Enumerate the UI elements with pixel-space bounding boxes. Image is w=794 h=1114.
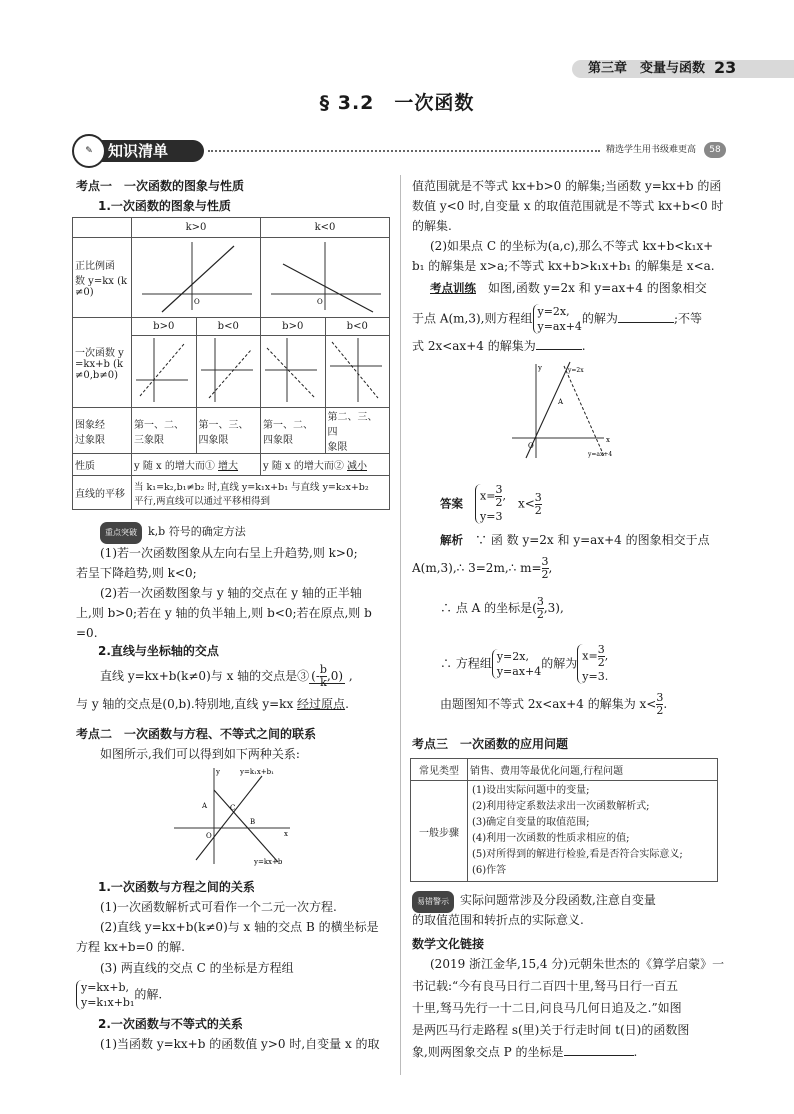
property-kpos: y 随 x 的增大而① 增大 xyxy=(132,454,261,476)
yaxis-line: 与 y 轴的交点是(0,b).特别地,直线 y=kx 经过原点. xyxy=(76,697,349,711)
shift-label: 直线的平移 xyxy=(73,476,132,510)
kp2-line: 方程 kx+b=0 的解. xyxy=(76,940,185,954)
column-divider xyxy=(400,175,401,1075)
axis-label: y xyxy=(538,364,542,372)
tip1-heading: 重点突破 k,b 符号的确定方法 xyxy=(100,522,246,544)
cont-line: 的解集. xyxy=(412,219,452,233)
row-linear-label: 一次函数 y =kx+b (k ≠0,b≠0) xyxy=(73,318,132,408)
kp1-title: 考点一 一次函数的图象与性质 xyxy=(76,179,245,193)
line-label: y=ax+4 xyxy=(588,451,613,458)
tip1-line: (2)若一次函数图象与 y 轴的交点在 y 轴的正半轴 xyxy=(100,586,362,600)
b-head: b<0 xyxy=(196,318,261,336)
linear-graph-4 xyxy=(328,336,384,404)
tip2-line1: 易错警示 实际问题常涉及分段函数,注意自变量 xyxy=(412,890,656,913)
point-label: O xyxy=(528,442,534,450)
kp2-sub1: 1.一次函数与方程之间的关系 xyxy=(98,880,255,894)
chapter-label: 第三章 变量与函数 xyxy=(588,61,706,76)
linear-graph-2 xyxy=(199,336,255,404)
analysis-line4: ∴ 方程组 y=2x, y=ax+4 的解为 x= $\frac{3}{2}$ , y=3. xyxy=(440,643,609,683)
cont-line: 数值 y<0 时,自变量 x 的取值范围就是不等式 kx+b<0 时 xyxy=(412,199,724,213)
intersection-graph xyxy=(170,764,296,868)
quadrant-label: 图象经 过象限 xyxy=(73,408,132,454)
svg-text:O: O xyxy=(317,298,323,306)
header-k-negative: k<0 xyxy=(261,218,390,238)
row-proportional-label: 正比例函 数 y=kx (k ≠0) xyxy=(73,238,132,318)
line-label: y=k₁x+b₁ xyxy=(240,768,274,776)
analysis-line5: 由题图知不等式 2x<ax+4 的解集为 x< $\frac{3}{2}$ . xyxy=(440,691,668,717)
answer-line: 答案 x= $\frac{3}{2}$ , y=3 x< $\frac{3}{2}$ xyxy=(440,483,542,523)
quadrant-cell: 第二、三、四 象限 xyxy=(325,408,390,454)
point-label: B xyxy=(250,818,256,826)
kp1-sub2: 2.直线与坐标轴的交点 xyxy=(98,644,219,658)
application-table xyxy=(410,758,718,882)
property-label: 性质 xyxy=(73,454,132,476)
training-graph xyxy=(508,360,618,460)
tip2-line2: 的取值范围和转折点的实际意义. xyxy=(412,913,584,927)
culture-title: 数学文化链接 xyxy=(412,937,485,951)
kp2-line: (2)直线 y=kx+b(k≠0)与 x 轴的交点 B 的横坐标是 xyxy=(100,920,379,934)
cont-line: 值范围就是不等式 kx+b>0 的解集;当函数 y=kx+b 的函 xyxy=(412,179,722,193)
b-head: b<0 xyxy=(325,318,390,336)
answer-blank[interactable] xyxy=(618,310,674,323)
quadrant-cell: 第一、二、 四象限 xyxy=(261,408,326,454)
train-line3: 式 2x<ax+4 的解集为 . xyxy=(412,339,586,353)
analysis-line1: 解析 ∵ 函 数 y=2x 和 y=ax+4 的图象相交于点 xyxy=(440,533,710,547)
line-label: y=kx+b xyxy=(254,858,283,866)
kp3-title: 考点三 一次函数的应用问题 xyxy=(412,737,569,751)
tip1-line: 若呈下降趋势,则 k<0; xyxy=(76,566,197,580)
linear-graph-cell xyxy=(196,336,261,408)
graph-cell-kneg xyxy=(261,238,390,318)
linear-graph-cell xyxy=(132,336,197,408)
graph-cell-kpos xyxy=(132,238,261,318)
kp2-line: (3) 两直线的交点 C 的坐标是方程组 xyxy=(100,961,294,975)
tip1-line: (1)若一次函数图象从左向右呈上升趋势,则 k>0; xyxy=(100,546,358,560)
intercept-line: 直线 y=kx+b(k≠0)与 x 轴的交点是③ (- $\frac{b}{k}$ ,0) , xyxy=(100,663,353,689)
cont-line: b₁ 的解集是 x>a;不等式 kx+b>k₁x+b₁ 的解集是 x<a. xyxy=(412,259,715,273)
steps-label: 一般步骤 xyxy=(411,781,468,882)
type-value: 销售、费用等最优化问题,行程问题 xyxy=(468,759,718,781)
culture-line: (2019 浙江金华,15,4 分)元朝朱世杰的《算学启蒙》一 xyxy=(430,957,725,971)
point-label: O xyxy=(206,832,212,840)
linear-graph-1 xyxy=(134,336,190,404)
cont-line: (2)如果点 C 的坐标为(a,c),那么不等式 kx+b<k₁x+ xyxy=(430,239,714,253)
b-head: b>0 xyxy=(132,318,197,336)
analysis-line2: A(m,3),∴ 3=2m,∴ m= $\frac{3}{2}$ , xyxy=(412,555,553,581)
page-number: 23 xyxy=(714,58,737,77)
proportional-graph-kpos xyxy=(134,238,258,314)
header-k-positive: k>0 xyxy=(132,218,261,238)
line-label: y=2x xyxy=(568,367,584,374)
tip1-line: =0. xyxy=(76,626,98,640)
type-label: 常见类型 xyxy=(411,759,468,781)
banner-divider xyxy=(208,150,600,152)
kp2-title: 考点二 一次函数与方程、不等式之间的联系 xyxy=(76,727,317,741)
linear-graph-3 xyxy=(263,336,319,404)
tip1-tag: 重点突破 xyxy=(100,522,142,544)
culture-last: 象,则两图象交点 P 的坐标是 . xyxy=(412,1045,638,1059)
svg-text:O: O xyxy=(194,298,200,306)
culture-line: 十里,驽马先行一十二日,问良马几何日追及之.”如图 xyxy=(412,1001,682,1015)
shift-cell: 当 k₁=k₂,b₁≠b₂ 时,直线 y=k₁x+b₁ 与直线 y=k₂x+b₂ 平行,两直线可以通过平移相得到 xyxy=(132,476,390,510)
train-line2: 于点 A(m,3),则方程组 y=2x, y=ax+4 的解为 ;不等 xyxy=(412,305,702,333)
analysis-line3: ∴ 点 A 的坐标是( $\frac{3}{2}$ ,3), xyxy=(440,595,564,621)
kp2-sub2: 2.一次函数与不等式的关系 xyxy=(98,1017,243,1031)
linear-graph-cell xyxy=(325,336,390,408)
kp2-intro: 如图所示,我们可以得到如下两种关系: xyxy=(100,747,300,761)
property-kneg: y 随 x 的增大而② 减小 xyxy=(261,454,390,476)
culture-line: 书记载:“今有良马日行二百四十里,驽马日行一百五 xyxy=(412,979,678,993)
axis-label: x xyxy=(606,436,610,444)
quadrant-cell: 第一、二、 三象限 xyxy=(132,408,197,454)
kp2-last: (1)当函数 y=kx+b 的函数值 y>0 时,自变量 x 的取 xyxy=(100,1037,380,1051)
train-line1: 考点训练 如图,函数 y=2x 和 y=ax+4 的图象相交 xyxy=(430,281,707,295)
b-head: b>0 xyxy=(261,318,326,336)
point-label: C xyxy=(230,804,236,812)
quadrant-cell: 第一、三、 四象限 xyxy=(196,408,261,454)
culture-line: 是两匹马行走路程 s(里)关于行走时间 t(日)的函数图 xyxy=(412,1023,690,1037)
banner-ref-text: 精选学生用书级难更高 xyxy=(606,145,697,155)
axis-label: y xyxy=(216,768,220,776)
proportional-graph-kneg xyxy=(263,238,387,314)
point-label: A xyxy=(558,398,564,406)
linear-graph-cell xyxy=(261,336,326,408)
system-line: y=kx+b, y=k₁x+b₁ 的解. xyxy=(76,980,162,1010)
function-property-table xyxy=(72,217,390,510)
answer-blank[interactable] xyxy=(564,1043,634,1056)
kp2-line: (1)一次函数解析式可看作一个二元一次方程. xyxy=(100,900,337,914)
axis-label: x xyxy=(284,830,288,838)
answer-blank[interactable] xyxy=(536,337,582,350)
point-label: A xyxy=(202,802,208,810)
mascot-icon: ✎ xyxy=(72,134,106,168)
banner-title: 知识清单 xyxy=(108,142,169,160)
steps-cell: (1)设出实际问题中的变量; (2)利用待定系数法求出一次函数解析式; (3)确定自变量的取值范围; (4)利用一次函数的性质求相应的值; (5)对所得到的解进行检验,看是否符合实际意义; (6)作答 xyxy=(468,781,718,882)
page-title: § 3.2 一次函数 xyxy=(319,92,475,114)
banner-ref-badge: 58 xyxy=(704,142,726,158)
tip1-line: 上,则 b>0;若在 y 轴的负半轴上,则 b<0;若在原点,则 b xyxy=(76,606,372,620)
kp1-sub1: 1.一次函数的图象与性质 xyxy=(98,199,231,213)
